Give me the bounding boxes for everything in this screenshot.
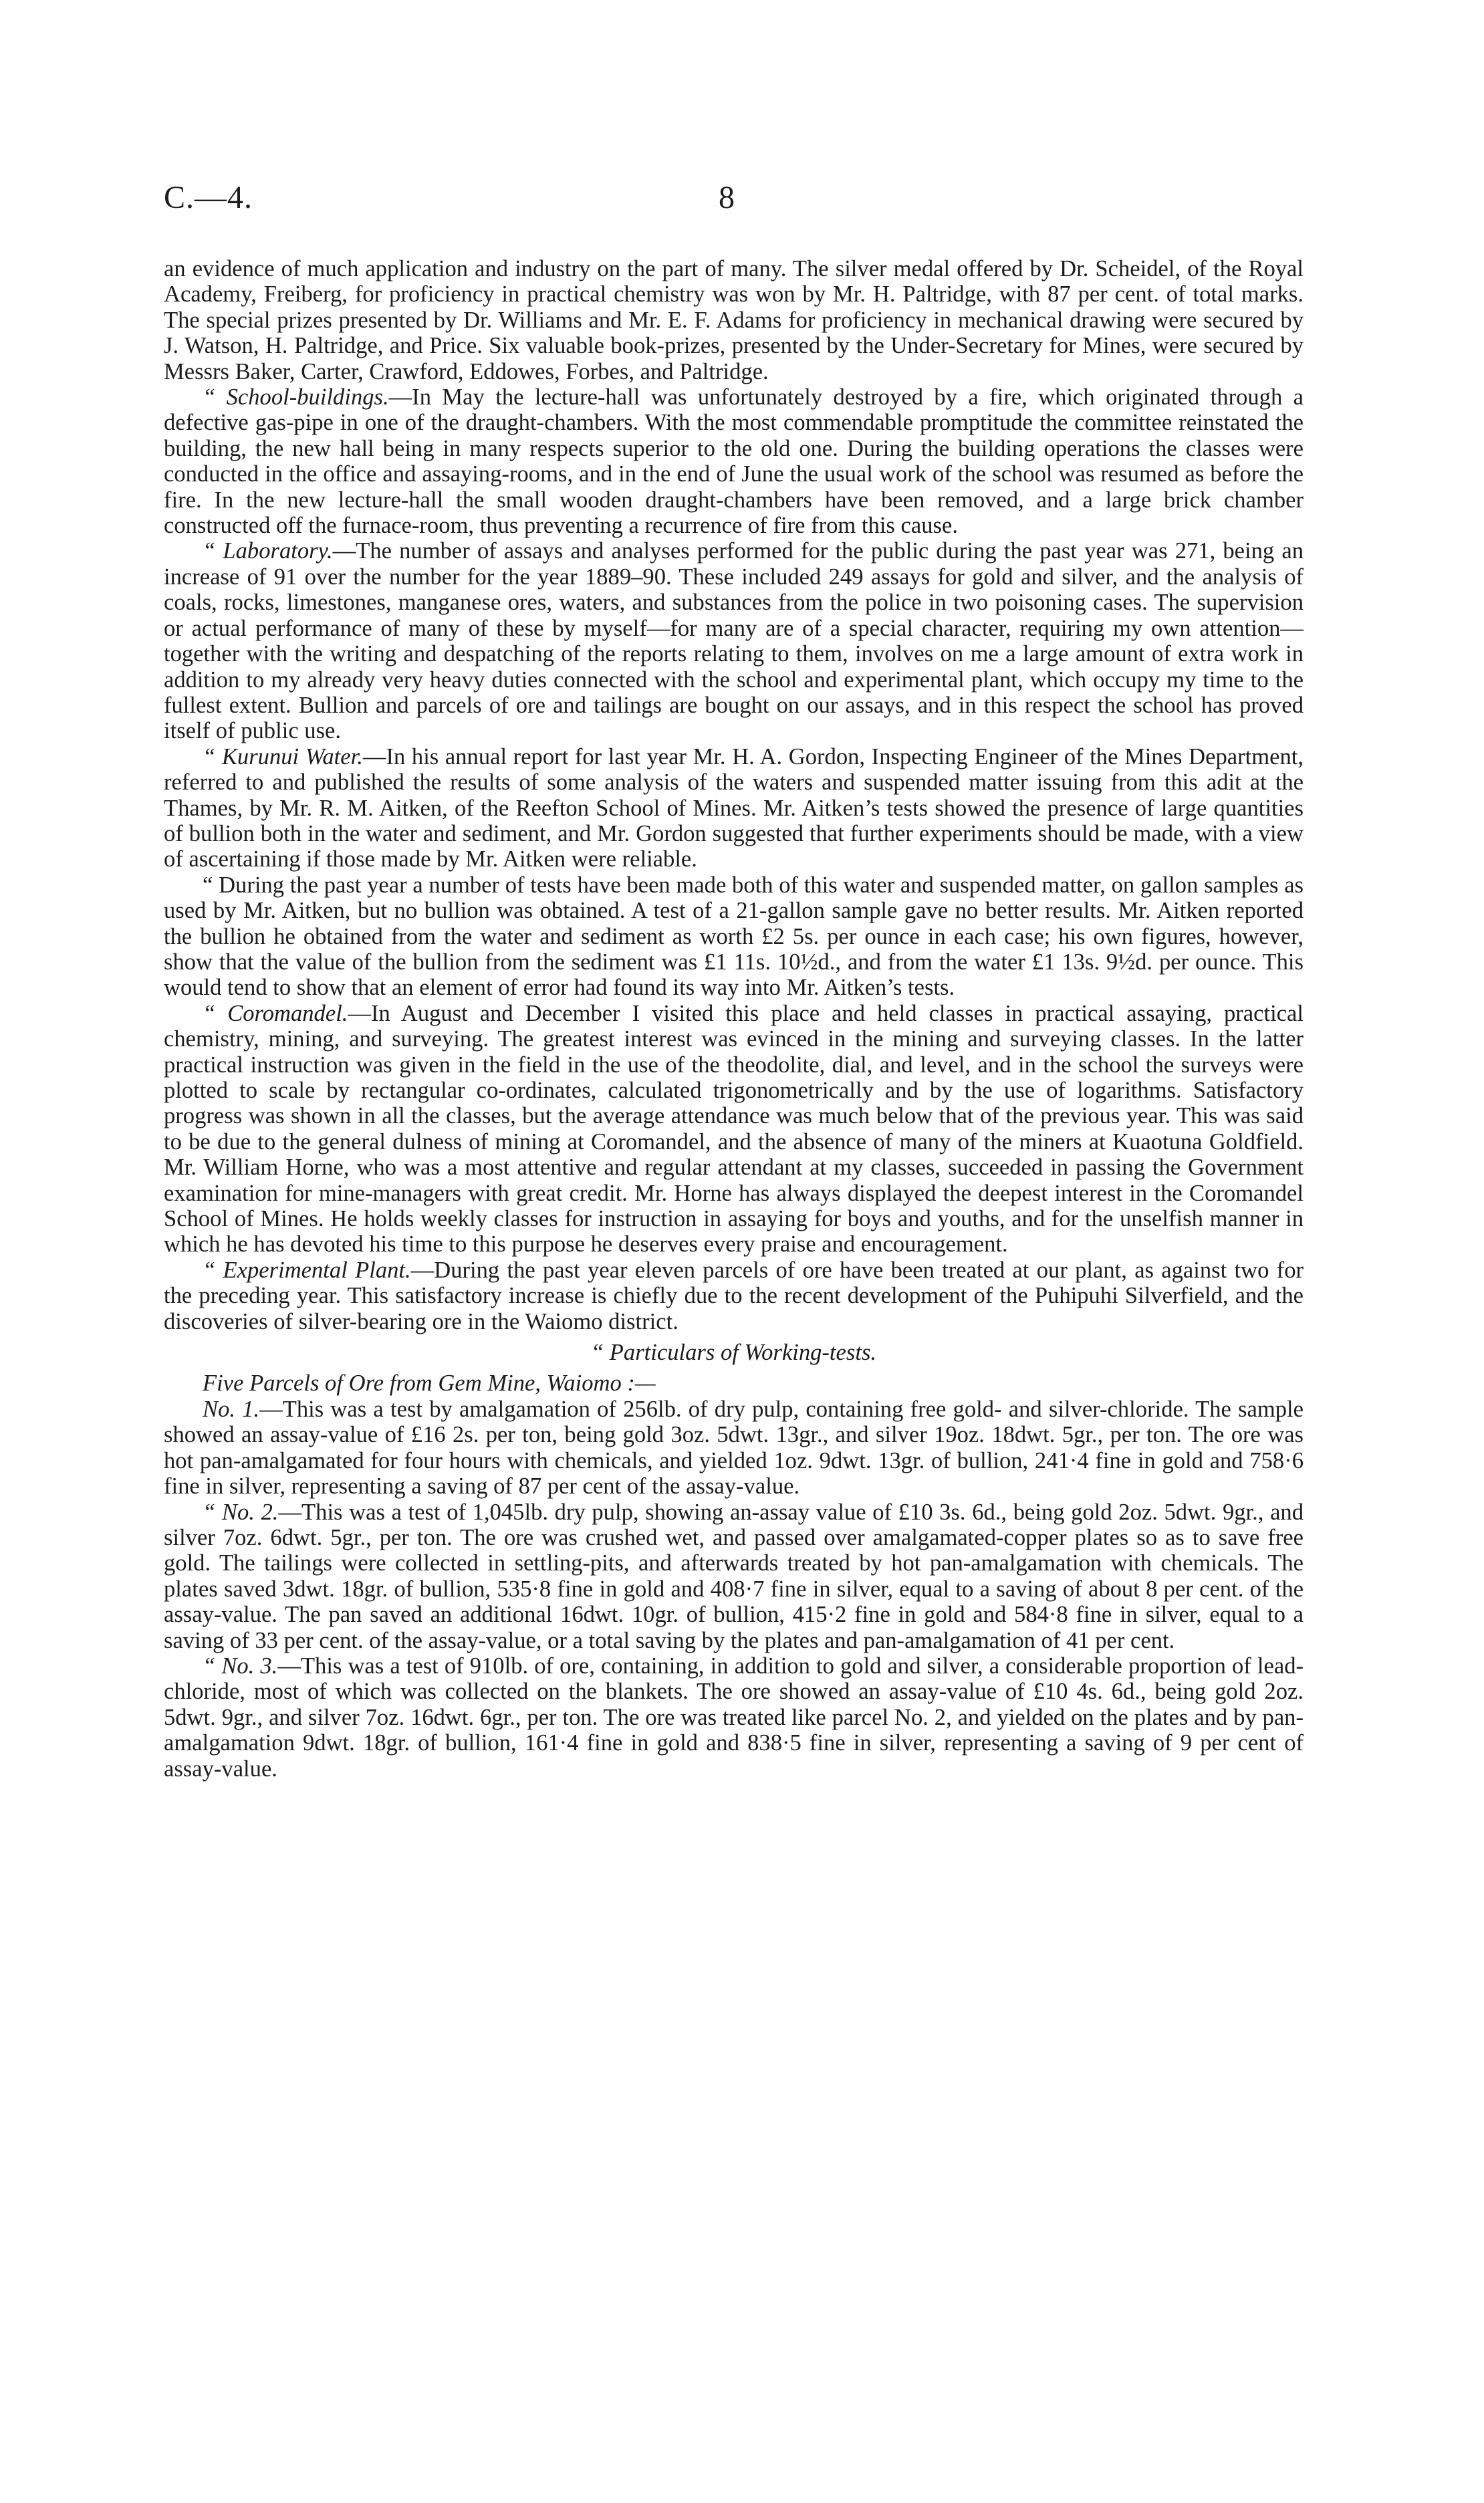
report-body [164,256,1304,1782]
test-lead-no-1: No. 1. [203,1396,260,1422]
subheading-working-tests: “ Particulars of Working-tests. [590,1340,877,1366]
test-paragraph-no-1: No. 1.—This was a test by amalgamation of 256lb. of dry pulp, containing free gold- and silver-chloride. The sample showed an assay-value of £16 2s. per ton, being gold 3oz. 5dwt. 13gr., and silver 19oz. 18dwt. 5gr., per ton. The ore was hot pan-amalgamated for four hours with chemicals, and yielded 1oz. 9dwt. 13gr. of bullion, 241·4 fine in gold and 758·6 fine in silver, representing a saving of 87 per cent of the assay-value. [164,1396,1304,1500]
paragraph-kurunui-water: “ Kurunui Water.—In his annual report for last year Mr. H. A. Gordon, Inspecting Engineer of the Mines Department, referred to and published the results of some analysis of the waters and suspended matter issuing from this adit at the Thames, by Mr. R. M. Aitken, of the Reefton School of Mines. Mr. Aitken’s tests showed the presence of large quantities of bullion both in the water and sediment, and Mr. Gordon suggested that further experiments should be made, with a view of ascertaining if those made by Mr. Aitken were reliable. [164,743,1304,872]
paragraph-coromandel: “ Coromandel.—In August and December I visited this place and held classes in practical assaying, practical chemistry, mining, and surveying. The greatest interest was evinced in the mining and surveying classes. In the latter practical instruction was given in the field in the use of the theodolite, dial, and level, and in the school the surveys were plotted to scale by rectangular co-ordinates, calculated trigonometrically and by the use of logarithms. Satisfactory progress was shown in all the classes, but the average attendance was much below that of the previous year. This was said to be due to the general dulness of mining at Coromandel, and the absence of many of the miners at Kuaotuna Goldfield. Mr. William Horne, who was a most attentive and regular attendant at my classes, succeeded in passing the Government examination for mine-managers with great credit. Mr. Horne has always displayed the deepest interest in the Coromandel School of Mines. He holds weekly classes for instruction in assaying for boys and youths, and for the unselfish manner in which he has devoted his time to this purpose he deserves every praise and encouragement. [164,1000,1304,1258]
document-reference: C.—4. [164,180,253,215]
section-lead-experimental-plant: “ Experimental Plant. [203,1257,411,1283]
test-paragraph-no-2: “ No. 2.—This was a test of 1,045lb. dry pulp, showing an-assay value of £10 3s. 6d., being gold 2oz. 5dwt. 9gr., and silver 7oz. 6dwt. 5gr., per ton. The ore was crushed wet, and passed over amalgamated-copper plates so as to save free gold. The tailings were collected in settling-pits, and afterwards treated by hot pan-amalgamation with chemicals. The plates saved 3dwt. 18gr. of bullion, 535·8 fine in gold and 408·7 fine in silver, equal to a saving of about 8 per cent. of the assay-value. The pan saved an additional 16dwt. 10gr. of bullion, 415·2 fine in gold and 584·8 fine in silver, equal to a saving of 33 per cent. of the assay-value, or a total saving by the plates and pan-amalgamation of 41 per cent. [164,1499,1304,1653]
section-lead-school-buildings: “ School-buildings. [203,384,389,410]
test-lead-no-2: “ No. 2. [203,1499,279,1525]
section-lead-coromandel: “ Coromandel. [203,1000,348,1026]
section-lead-kurunui-water: “ Kurunui Water. [203,743,363,769]
page-number: 8 [719,180,735,215]
test-lead-no-3: “ No. 3. [203,1653,278,1679]
parcel-heading: Five Parcels of Ore from Gem Mine, Waiomo :— [203,1370,656,1397]
paragraph-experimental-plant: “ Experimental Plant.—During the past year eleven parcels of ore have been treated at our plant, as against two for the preceding year. This satisfactory increase is chiefly due to the recent development of the Puhipuhi Silverfield, and the discoveries of silver-bearing ore in the Waiomo district. [164,1257,1304,1334]
paragraph-school-buildings: “ School-buildings.—In May the lecture-hall was unfortunately destroyed by a fire, which originated through a defective gas-pipe in one of the draught-chambers. With the most commendable promptitude the committee reinstated the building, the new hall being in many respects superior to the old one. During the building operations the classes were conducted in the office and assaying-rooms, and in the end of June the usual work of the school was resumed as before the fire. In the new lecture-hall the small wooden draught-chambers have been removed, and a large brick chamber constructed off the furnace-room, thus preventing a recurrence of fire from this cause. [164,384,1304,539]
paragraph-laboratory: “ Laboratory.—The number of assays and analyses performed for the public during the past year was 271, being an increase of 91 over the number for the year 1889–90. These included 249 assays for gold and silver, and the analysis of coals, rocks, limestones, manganese ores, waters, and substances from the police in two poisoning cases. The supervision or actual performance of many of these by myself—for many are of a special character, requiring my own attention—together with the writing and despatching of the reports relating to them, involves on me a large amount of extra work in addition to my already very heavy duties connected with the school and experimental plant, which occupy my time to the fullest extent. Bullion and parcels of ore and tailings are bought on our assays, and in this respect the school has proved itself of public use. [164,538,1304,744]
section-lead-laboratory: “ Laboratory. [203,538,333,564]
paragraph-prizes: an evidence of much application and industry on the part of many. The silver medal offered by Dr. Scheidel, of the Royal Academy, Freiberg, for proficiency in practical chemistry was won by Mr. H. Paltridge, with 87 per cent. of total marks. The special prizes presented by Dr. Williams and Mr. E. F. Adams for proficiency in mechanical drawing were secured by J. Watson, H. Paltridge, and Price. Six valuable book-prizes, presented by the Under-Secretary for Mines, were secured by Messrs Baker, Carter, Crawford, Eddowes, Forbes, and Paltridge. [164,256,1304,384]
paragraph-water-tests: “ During the past year a number of tests have been made both of this water and suspended matter, on gallon samples as used by Mr. Aitken, but no bullion was obtained. A test of a 21-gallon sample gave no better results. Mr. Aitken reported the bullion he obtained from the water and sediment as worth £2 5s. per ounce in each case; his own figures, however, show that the value of the bullion from the sediment was £1 11s. 10½d., and from the water £1 13s. 9½d. per ounce. This would tend to show that an element of error had found its way into Mr. Aitken’s tests. [164,872,1304,1001]
test-paragraph-no-3: “ No. 3.—This was a test of 910lb. of ore, containing, in addition to gold and silver, a considerable proportion of lead-chloride, most of which was collected on the blankets. The ore showed an assay-value of £10 4s. 6d., being gold 2oz. 5dwt. 9gr., and silver 7oz. 16dwt. 6gr., per ton. The ore was treated like parcel No. 2, and yielded on the plates and by pan-amalgamation 9dwt. 18gr. of bullion, 161·4 fine in gold and 838·5 fine in silver, representing a saving of 9 per cent of assay-value. [164,1653,1304,1782]
